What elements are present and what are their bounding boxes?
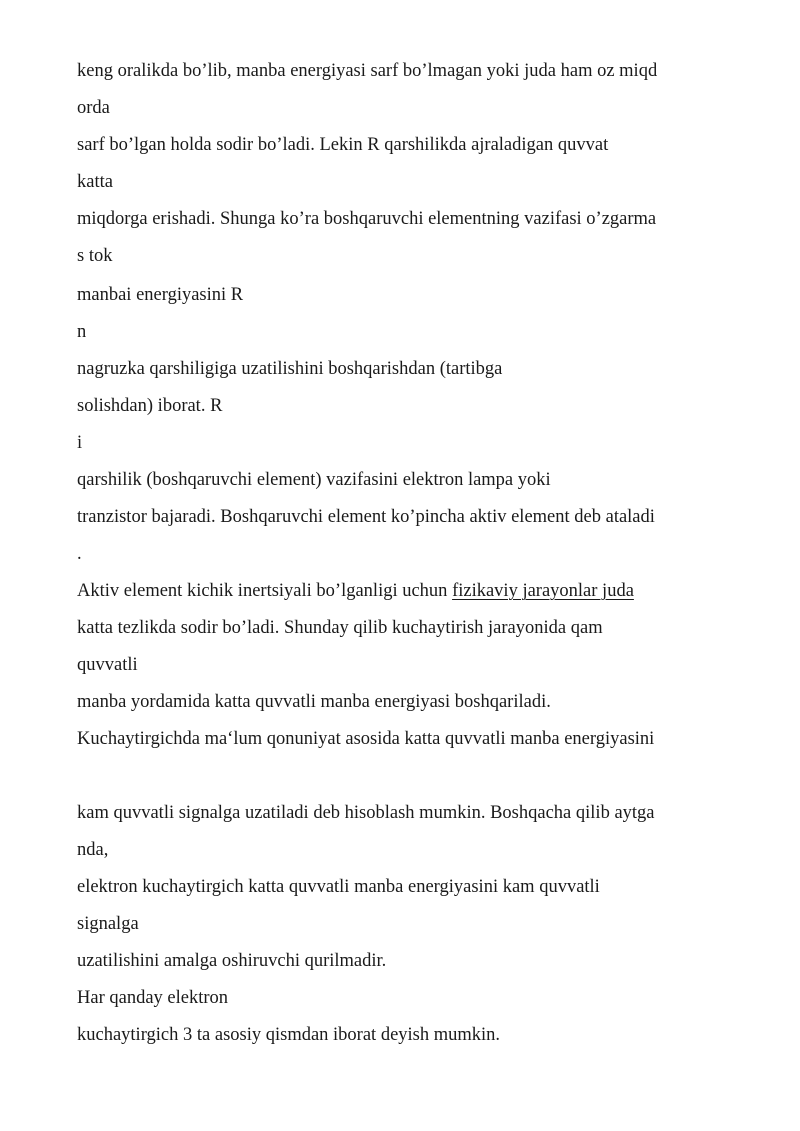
text-line: katta tezlikda sodir bo’ladi. Shunday qilib kuchaytirish jarayonida qam xyxy=(77,618,603,638)
text-line-with-link xyxy=(77,579,777,603)
text-line: tranzistor bajaradi. Boshqaruvchi element ko’pincha aktiv element deb ataladi xyxy=(77,507,655,527)
text-line: keng oralikda bo’lib, manba energiyasi sarf bo’lmagan yoki juda ham oz miqd xyxy=(77,61,658,81)
text-line: . xyxy=(77,544,82,564)
text-line: orda xyxy=(77,98,110,118)
text-line: kam quvvatli signalga uzatiladi deb hisoblash mumkin. Boshqacha qilib aytga xyxy=(77,803,655,823)
text-segment: Aktiv element kichik inertsiyali bo’lganligi uchun xyxy=(77,581,453,601)
text-line: quvvatli xyxy=(77,655,138,675)
text-line: solishdan) iborat. R xyxy=(77,396,223,416)
underlined-link[interactable]: fizikaviy jarayonlar juda xyxy=(452,581,634,601)
text-line: qarshilik (boshqaruvchi element) vazifasini elektron lampa yoki xyxy=(77,470,551,490)
text-line: kuchaytirgich 3 ta asosiy qismdan iborat deyish mumkin. xyxy=(77,1025,501,1045)
text-line: nda, xyxy=(77,840,109,860)
text-line: Kuchaytirgichda ma‘lum qonuniyat asosida katta quvvatli manba energiyasini xyxy=(77,729,655,749)
text-line: Har qanday elektron xyxy=(77,988,229,1008)
text-line: manbai energiyasini R xyxy=(77,285,244,305)
text-line: sarf bo’lgan holda sodir bo’ladi. Lekin R qarshilikda ajraladigan quvvat xyxy=(77,135,609,155)
text-line: uzatilishini amalga oshiruvchi qurilmadir. xyxy=(77,951,387,971)
text-line: elektron kuchaytirgich katta quvvatli manba energiyasini kam quvvatli xyxy=(77,877,600,897)
text-line: i xyxy=(77,433,83,453)
text-line: miqdorga erishadi. Shunga ko’ra boshqaruvchi elementning vazifasi o’zgarma xyxy=(77,209,657,229)
text-line: manba yordamida katta quvvatli manba energiyasi boshqariladi. xyxy=(77,692,551,712)
text-line: s tok xyxy=(77,246,113,266)
text-line: katta xyxy=(77,172,113,192)
text-line: n xyxy=(77,322,87,342)
text-line: nagruzka qarshiligiga uzatilishini boshqarishdan (tartibga xyxy=(77,359,503,379)
text-line: signalga xyxy=(77,914,139,934)
